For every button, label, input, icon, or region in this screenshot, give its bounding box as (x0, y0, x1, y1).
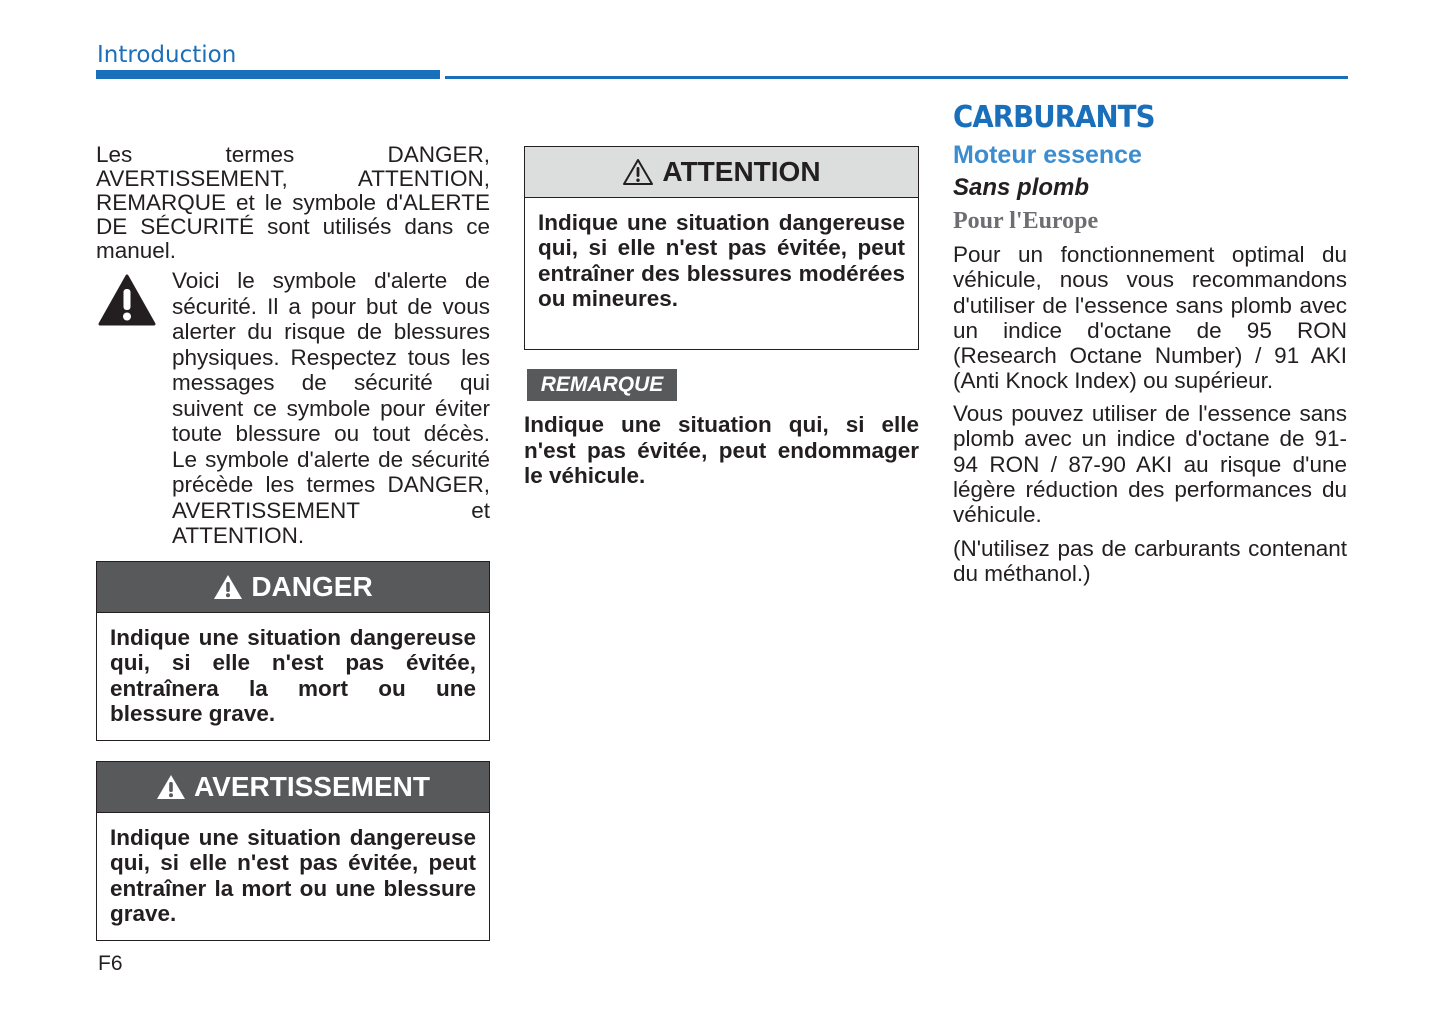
remarque-label: REMARQUE (527, 369, 677, 401)
moteur-essence-subheading: Moteur essence (953, 141, 1142, 169)
avertissement-header (97, 762, 489, 813)
warning-triangle-icon (622, 158, 654, 186)
warning-triangle-icon (213, 574, 243, 600)
attention-text: Indique une situation dangereuse qui, si elle n'est pas évitée, peut entraîner des blessures modérées ou mineures. (538, 210, 905, 311)
attention-header (525, 147, 918, 198)
page-number: F6 (98, 952, 123, 975)
avertissement-text: Indique une situation dangereuse qui, si elle n'est pas évitée, peut entraîner la mort ou une blessure grave. (110, 825, 476, 926)
safety-symbol-paragraph: Voici le symbole d'alerte de sécurité. Il a pour but de vous alerter du risque de blessures physiques. Respectez tous les messages de sécurité qui suivent ce symbole pour éviter toute blessure ou tout décès. Le symbole d'alerte de sécurité précède les termes DANGER, AVERTISSEMENT et ATTENTION. (172, 268, 490, 548)
fuel-paragraph-2: Vous pouvez utiliser de l'essence sans plomb avec un indice d'octane de 91-94 RON / 87-90 AKI au risque d'une légère réduction des performances du véhicule. (953, 401, 1347, 528)
fuel-paragraph-1: Pour un fonctionnement optimal du véhicule, nous vous recommandons d'utiliser de l'essence sans plomb avec un indice d'octane de 95 RON (Research Octane Number) / 91 AKI (Anti Knock Index) ou supérieur. (953, 242, 1347, 394)
avertissement-label: AVERTISSEMENT (194, 771, 430, 802)
intro-paragraph: Les termes DANGER, AVERTISSEMENT, ATTENTION, REMARQUE et le symbole d'ALERTE DE SÉCURITÉ sont utilisés dans ce manuel. (96, 142, 490, 263)
warning-triangle-icon (156, 774, 186, 800)
header-rule-thin (445, 76, 1348, 79)
attention-box (524, 146, 919, 350)
remarque-text: Indique une situation qui, si elle n'est pas évitée, peut endommager le véhicule. (524, 412, 919, 488)
danger-text: Indique une situation dangereuse qui, si elle n'est pas évitée, entraînera la mort ou une blessure grave. (110, 625, 476, 726)
danger-label: DANGER (251, 571, 373, 602)
carburants-heading: CARBURANTS (953, 100, 1155, 135)
section-title: Introduction (97, 42, 237, 68)
danger-box (96, 561, 490, 741)
header-rule-thick (96, 70, 440, 79)
avertissement-box (96, 761, 490, 941)
fuel-paragraph-3: (N'utilisez pas de carburants contenant du méthanol.) (953, 536, 1347, 587)
safety-alert-icon (98, 274, 156, 326)
sans-plomb-heading: Sans plomb (953, 174, 1090, 201)
attention-label: ATTENTION (662, 156, 821, 187)
region-heading: Pour l'Europe (953, 208, 1099, 234)
danger-header (97, 562, 489, 613)
